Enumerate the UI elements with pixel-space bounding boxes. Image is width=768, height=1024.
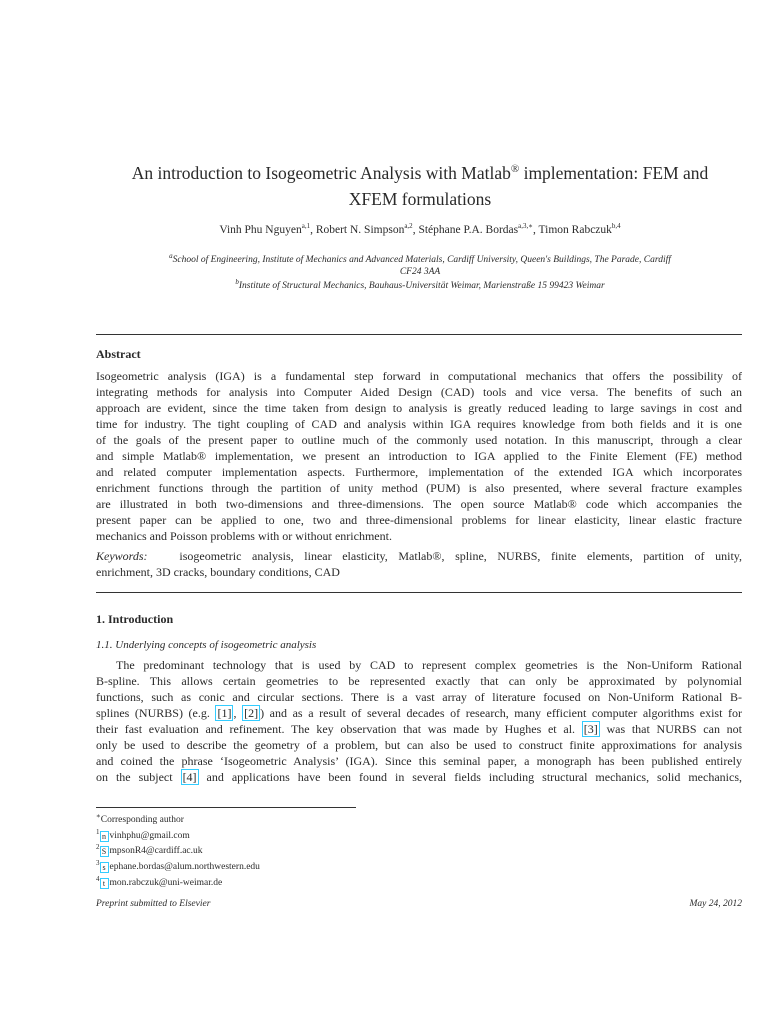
intro-line bbox=[96, 705, 742, 721]
registered-mark: ® bbox=[510, 163, 520, 175]
author-mark: a,2 bbox=[404, 222, 413, 230]
footnote-email bbox=[96, 827, 260, 843]
intro-text: was that NURBS can not bbox=[599, 722, 742, 736]
affiliation-mark: b bbox=[235, 278, 239, 286]
title-line-1b: implementation: FEM and bbox=[519, 162, 709, 183]
keywords-line-1: isogeometric analysis, linear elasticity, Matlab®, spline, NURBS, finite elements, partition of unity, bbox=[179, 549, 742, 563]
title-line-1: An introduction to Isogeometric Analysis with Matlab bbox=[131, 162, 511, 183]
abstract-line: enrichment functions through the partition of unity method (PUM) is also presented, where several fracture examples bbox=[96, 481, 742, 495]
abstract-top-rule bbox=[96, 334, 742, 335]
citation-link[interactable]: [1] bbox=[217, 706, 232, 720]
abstract-bottom-rule bbox=[96, 592, 742, 593]
email-link-box[interactable]: S bbox=[100, 846, 109, 857]
subsection-heading: 1.1. Underlying concepts of isogeometric analysis bbox=[96, 639, 317, 651]
affiliation-mark: a bbox=[169, 252, 173, 260]
abstract-line: time for industry. The tight coupling of CAD and analysis within IGA requires knowledge from both fields and it is one bbox=[96, 417, 742, 431]
paper-title bbox=[60, 156, 768, 212]
section-heading: 1. Introduction bbox=[96, 612, 174, 626]
intro-text: on the subject bbox=[96, 770, 181, 784]
abstract-body bbox=[96, 368, 742, 544]
title-line-2: XFEM formulations bbox=[348, 188, 492, 209]
intro-text: their fast evaluation and refinement. The key observation that was made by Hughes et al. bbox=[96, 722, 582, 736]
author-name: Robert N. Simpson bbox=[315, 223, 405, 236]
author-mark: b,4 bbox=[611, 222, 621, 230]
abstract-line: and related computer implementation aspects. Furthermore, implementation of the extended IGA which incorporates bbox=[96, 465, 742, 479]
author-mark: a,3,∗ bbox=[518, 222, 533, 230]
email-link-box[interactable]: t bbox=[100, 878, 109, 889]
abstract-line: are illustrated in both two-dimensions and three-dimensions. The open source Matlab® code which accompanies the bbox=[96, 497, 742, 511]
keywords-label: Keywords: bbox=[96, 549, 148, 563]
intro-text: The predominant technology that is used by CAD to represent complex geometries is the Non-Uniform Rational bbox=[116, 658, 742, 672]
intro-text: , bbox=[233, 706, 243, 720]
author-list: Vinh Phu Nguyen$^{a,1}$, Robert N. Simpson$^{a,2}$, Stéphane P.A. Bordas$^{a,3,∗}$, Timon Rabczuk$^{b,4}$ bbox=[219, 222, 621, 236]
author-name: Vinh Phu Nguyen bbox=[219, 223, 302, 236]
intro-line bbox=[96, 657, 742, 673]
footnote-email-text: vinhphu@gmail.com bbox=[109, 830, 190, 841]
footnote-mark: ∗ bbox=[96, 812, 101, 820]
affiliation-b bbox=[100, 276, 740, 292]
footnote-email bbox=[96, 858, 260, 874]
footnote-mark: 3 bbox=[96, 858, 100, 867]
preprint-date: May 24, 2012 bbox=[689, 899, 742, 909]
citation-link[interactable]: [2] bbox=[244, 706, 259, 720]
author-name: Timon Rabczuk bbox=[538, 223, 612, 236]
footnote-mark: 2 bbox=[96, 843, 100, 852]
email-link-box[interactable]: s bbox=[100, 862, 109, 873]
footnote-mark: 4 bbox=[96, 874, 100, 883]
keywords-block bbox=[96, 548, 742, 580]
abstract-line: and simple Matlab® implementation, we present an introduction to IGA applied to the Finite Element (FE) method bbox=[96, 449, 742, 463]
intro-text: splines (NURBS) (e.g. bbox=[96, 706, 216, 720]
abstract-line: Isogeometric analysis (IGA) is a fundamental step forward in computational mechanics that offers the possibility of bbox=[96, 369, 742, 383]
footnote-mark: 1 bbox=[96, 827, 100, 836]
intro-text: functions, such as conic and circular sections. There is a vast array of literature focused on Non-Uniform Rational B- bbox=[96, 690, 742, 704]
abstract-line: present paper can be applied to one, two and three-dimensional problems for linear elasticity, linear elastic fracture bbox=[96, 513, 742, 527]
introduction-body bbox=[96, 657, 742, 785]
affiliation-a-line-1: School of Engineering, Institute of Mechanics and Advanced Materials, Cardiff University, Queen's Buildings, The Parade, Cardiff bbox=[172, 255, 671, 266]
abstract-line: integrating methods for analysis into Computer Aided Design (CAD) tools and vice versa. The benefits of such an bbox=[96, 385, 742, 399]
intro-line bbox=[96, 753, 742, 769]
footnote-email-text: mon.rabczuk@uni-weimar.de bbox=[109, 877, 223, 888]
intro-text: B-spline. This allows certain geometries to be represented exactly that can only be approximated by polynomial bbox=[96, 674, 742, 688]
citation-link[interactable]: [3] bbox=[583, 722, 598, 736]
affiliation-b-line: Institute of Structural Mechanics, Bauhaus-Universität Weimar, Marienstraße 15 99423 Weimar bbox=[238, 281, 605, 292]
footnote-corresponding bbox=[96, 811, 260, 827]
intro-line bbox=[96, 769, 742, 785]
keywords-line-2: enrichment, 3D cracks, boundary conditions, CAD bbox=[96, 565, 340, 579]
email-link-box[interactable]: n bbox=[100, 831, 109, 842]
intro-line bbox=[96, 689, 742, 705]
citation-link[interactable]: [4] bbox=[182, 770, 197, 784]
intro-text: and coined the phrase ‘Isogeometric Analysis’ (IGA). Since this seminal paper, a monograph has been published entirely bbox=[96, 754, 742, 768]
footnote-email bbox=[96, 874, 260, 890]
footnote-email-text: ephane.bordas@alum.northwestern.edu bbox=[109, 862, 260, 873]
footnote-text: Corresponding author bbox=[100, 815, 184, 826]
preprint-note: Preprint submitted to Elsevier bbox=[96, 899, 211, 909]
abstract-line: mechanics and Poisson problems with or without enrichment. bbox=[96, 529, 392, 543]
footnote-email-text: mpsonR4@cardiff.ac.uk bbox=[109, 846, 203, 857]
affiliation-a-line-2: CF24 3AA bbox=[399, 267, 441, 278]
abstract-line: of the goals of the present paper to outline much of the commonly used notation. In this manuscript, through a clear bbox=[96, 433, 742, 447]
author-name: Stéphane P.A. Bordas bbox=[418, 223, 519, 236]
intro-text: ) and as a result of several decades of research, many efficient computer algorithms exist for bbox=[260, 706, 743, 720]
footnote-rule bbox=[96, 807, 356, 808]
affiliation-a bbox=[100, 250, 740, 278]
intro-line bbox=[96, 721, 742, 737]
intro-line bbox=[96, 737, 742, 753]
footnotes bbox=[96, 811, 260, 889]
abstract-line: approach are evident, since the time taken from design to analysis is greatly reduced leading to large savings in cost and bbox=[96, 401, 742, 415]
footnote-email bbox=[96, 842, 260, 858]
intro-text: only be used to describe the geometry of a problem, but can also be used to construct finite approximations for analysis bbox=[96, 738, 742, 752]
intro-text: and applications have been found in several fields including structural mechanics, solid mechanics, bbox=[198, 770, 742, 784]
intro-line bbox=[96, 673, 742, 689]
abstract-heading: Abstract bbox=[96, 347, 141, 361]
author-mark: a,1 bbox=[301, 222, 311, 230]
